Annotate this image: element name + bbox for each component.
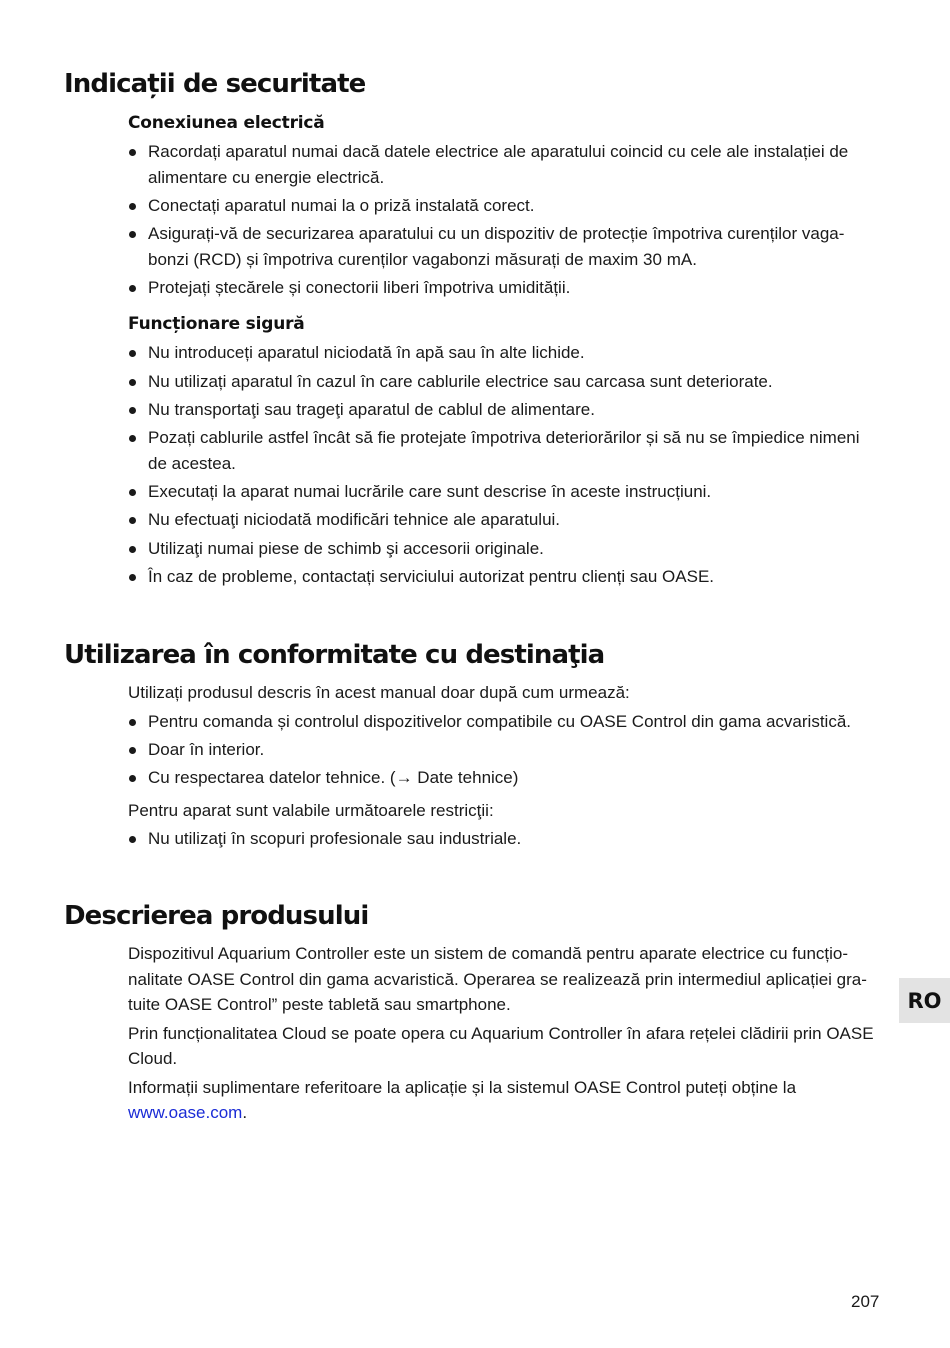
restrictions-list (128, 826, 878, 852)
list-item: Asigurați-vă de securizarea aparatului cu un dispozitiv de protecție împotriva curenților vagabonzi (RCD) și împotriva curenților vagabonzi măsurați de maxim 30 mA. (128, 221, 878, 272)
list-item: Utilizaţi numai piese de schimb şi accesorii originale. (128, 536, 878, 562)
intended-use-list (128, 709, 878, 791)
list-item: Doar în interior. (128, 737, 878, 763)
list-item: Racordați aparatul numai dacă datele electrice ale aparatului coincid cu cele ale instalației de alimentare cu energie electrică. (128, 139, 878, 190)
language-tab: RO (899, 978, 950, 1023)
list-item: Nu utilizaţi în scopuri profesionale sau industriale. (128, 826, 878, 852)
list-item: Nu introduceți aparatul niciodată în apă sau în alte lichide. (128, 340, 878, 366)
list-item: Executați la aparat numai lucrările care sunt descrise în aceste instrucțiuni. (128, 479, 878, 505)
list-item: Nu efectuaţi niciodată modificări tehnice ale aparatului. (128, 507, 878, 533)
cloud-paragraph: Prin funcționalitatea Cloud se poate opera cu Aquarium Controller în afara rețelei clădirii prin OASE Cloud. (128, 1023, 874, 1068)
list-item: Conectați aparatul numai la o priză instalată corect. (128, 193, 878, 219)
list-item: Nu transportaţi sau trageţi aparatul de cablul de alimentare. (128, 397, 878, 423)
list-item: În caz de probleme, contactați serviciului autorizat pentru clienți sau OASE. (128, 564, 878, 590)
list-item: Nu utilizați aparatul în cazul în care cablurile electrice sau carcasa sunt deteriorate. (128, 369, 878, 395)
info-text: Informații suplimentare referitoare la aplicație și la sistemul OASE Control puteți obține la (128, 1077, 797, 1097)
description-paragraph: Dispozitivul Aquarium Controller este un sistem de comandă pentru aparate electrice cu funcționalitate OASE Control din gama acvaristică. Operarea se realizează prin intermediul aplicației gratuite OASE Control” peste tabletă sau smartphone. (128, 944, 867, 1014)
safe-operation-list (128, 340, 878, 589)
list-item: Cu respectarea datelor tehnice. (→ Date tehnice) (128, 765, 878, 791)
subheading-electrical-connection: Conexiunea electrică (128, 113, 325, 133)
website-link[interactable]: www.oase.com (128, 1103, 243, 1122)
section-title-safety: Indicații de securitate (64, 69, 366, 99)
page-number: 207 (851, 1292, 880, 1311)
info-paragraph (128, 1075, 878, 1126)
list-item: Pentru comanda și controlul dispozitivelor compatibile cu OASE Control din gama acvaristică. (128, 709, 878, 735)
intended-use-block (128, 680, 878, 854)
subheading-safe-operation: Funcționare sigură (128, 314, 305, 335)
restrictions-intro: Pentru aparat sunt valabile următoarele restricţii: (128, 800, 494, 820)
section-title-product-description: Descrierea produsului (64, 901, 369, 931)
link-suffix: . (242, 1103, 248, 1122)
list-item: Protejați ștecărele și conectorii liberi împotriva umidității. (128, 275, 878, 301)
section-title-intended-use: Utilizarea în conformitate cu destinaţia (64, 640, 605, 670)
product-description-block (128, 941, 878, 1129)
list-item: Pozați cablurile astfel încât să fie protejate împotriva deteriorărilor și să nu se împiedice nimeni de acestea. (128, 425, 878, 476)
safety-block (128, 111, 878, 592)
electrical-list (128, 139, 878, 300)
intended-use-intro: Utilizați produsul descris în acest manual doar după cum urmează: (128, 683, 630, 702)
